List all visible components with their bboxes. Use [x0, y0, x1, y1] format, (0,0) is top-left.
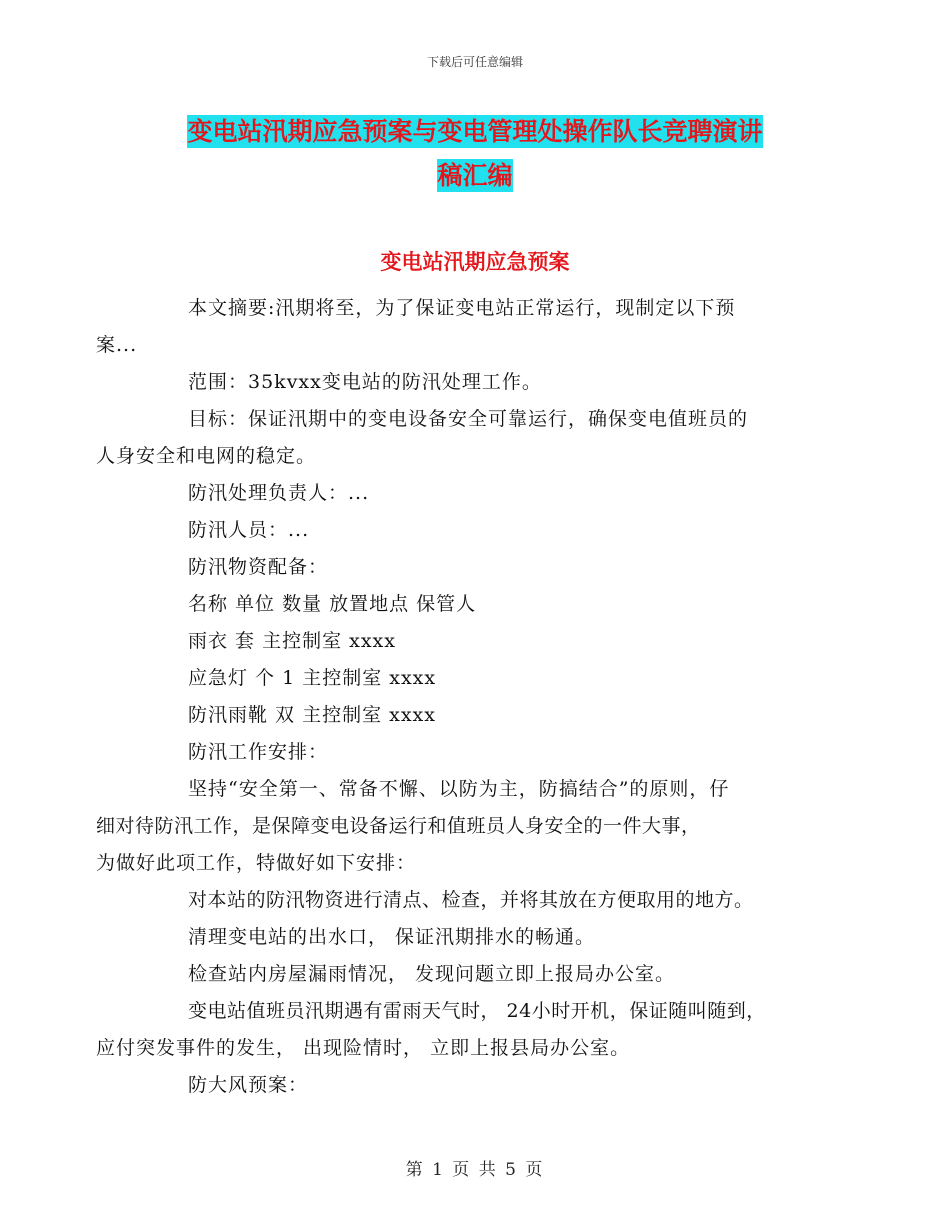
- document-title-line-2: 稿汇编: [437, 161, 513, 190]
- paragraph-goal: [96, 401, 810, 475]
- paragraph-line: 变电站值班员汛期遇有雷雨天气时， 24小时开机，保证随叫随到，: [188, 1000, 766, 1022]
- supplies-row-rain-boots: 防汛雨靴 双 主控制室 xxxx: [188, 704, 436, 726]
- document-title-line-1: 变电站汛期应急预案与变电管理处操作队长竞聘演讲: [187, 117, 763, 146]
- paragraph-line: 案...: [96, 334, 138, 356]
- paragraph-line: 应付突发事件的发生， 出现险情时， 立即上报县局办公室。: [96, 1037, 631, 1059]
- document-title: [140, 110, 810, 198]
- paragraph-wind-plan-heading: 防大风预案：: [188, 1074, 309, 1096]
- supplies-row-raincoat: 雨衣 套 主控制室 xxxx: [188, 630, 396, 652]
- paragraph-line: 目标：保证汛期中的变电设备安全可靠运行，确保变电值班员的: [188, 408, 749, 430]
- paragraph-line: 本文摘要:汛期将至，为了保证变电站正常运行，现制定以下预: [188, 297, 736, 319]
- section-title: 变电站汛期应急预案: [380, 249, 570, 274]
- page-footer: 第 1 页 共 5 页: [405, 1160, 545, 1180]
- paragraph-scope: 范围：35kvxx变电站的防汛处理工作。: [188, 371, 542, 393]
- paragraph-leader: 防汛处理负责人：...: [188, 482, 370, 504]
- paragraph-line: 细对待防汛工作，是保障变电设备运行和值班员人身安全的一件大事，: [96, 815, 701, 837]
- paragraph-inventory: 对本站的防汛物资进行清点、检查，并将其放在方便取用的地方。: [188, 889, 754, 911]
- header-note: 下载后可任意编辑: [426, 55, 523, 69]
- paragraph-principle: [96, 771, 810, 882]
- paragraph-arrangement-heading: 防汛工作安排：: [188, 741, 329, 763]
- supplies-row-emergency-light: 应急灯 个 1 主控制室 xxxx: [188, 667, 437, 689]
- paragraph-drainage: 清理变电站的出水口， 保证汛期排水的畅通。: [188, 926, 596, 948]
- paragraph-line: 为做好此项工作，特做好如下安排：: [96, 852, 417, 874]
- paragraph-on-duty: [96, 993, 810, 1067]
- document-body: [96, 290, 810, 1104]
- paragraph-line: 人身安全和电网的稳定。: [96, 445, 317, 467]
- paragraph-staff: 防汛人员：...: [188, 519, 310, 541]
- paragraph-supplies-heading: 防汛物资配备：: [188, 556, 329, 578]
- paragraph-line: 坚持“安全第一、常备不懈、以防为主，防搞结合”的原则，仔: [188, 778, 730, 800]
- paragraph-roof-check: 检查站内房屋漏雨情况， 发现问题立即上报局办公室。: [188, 963, 676, 985]
- supplies-header-row: 名称 单位 数量 放置地点 保管人: [188, 593, 477, 615]
- paragraph-abstract: [96, 290, 810, 364]
